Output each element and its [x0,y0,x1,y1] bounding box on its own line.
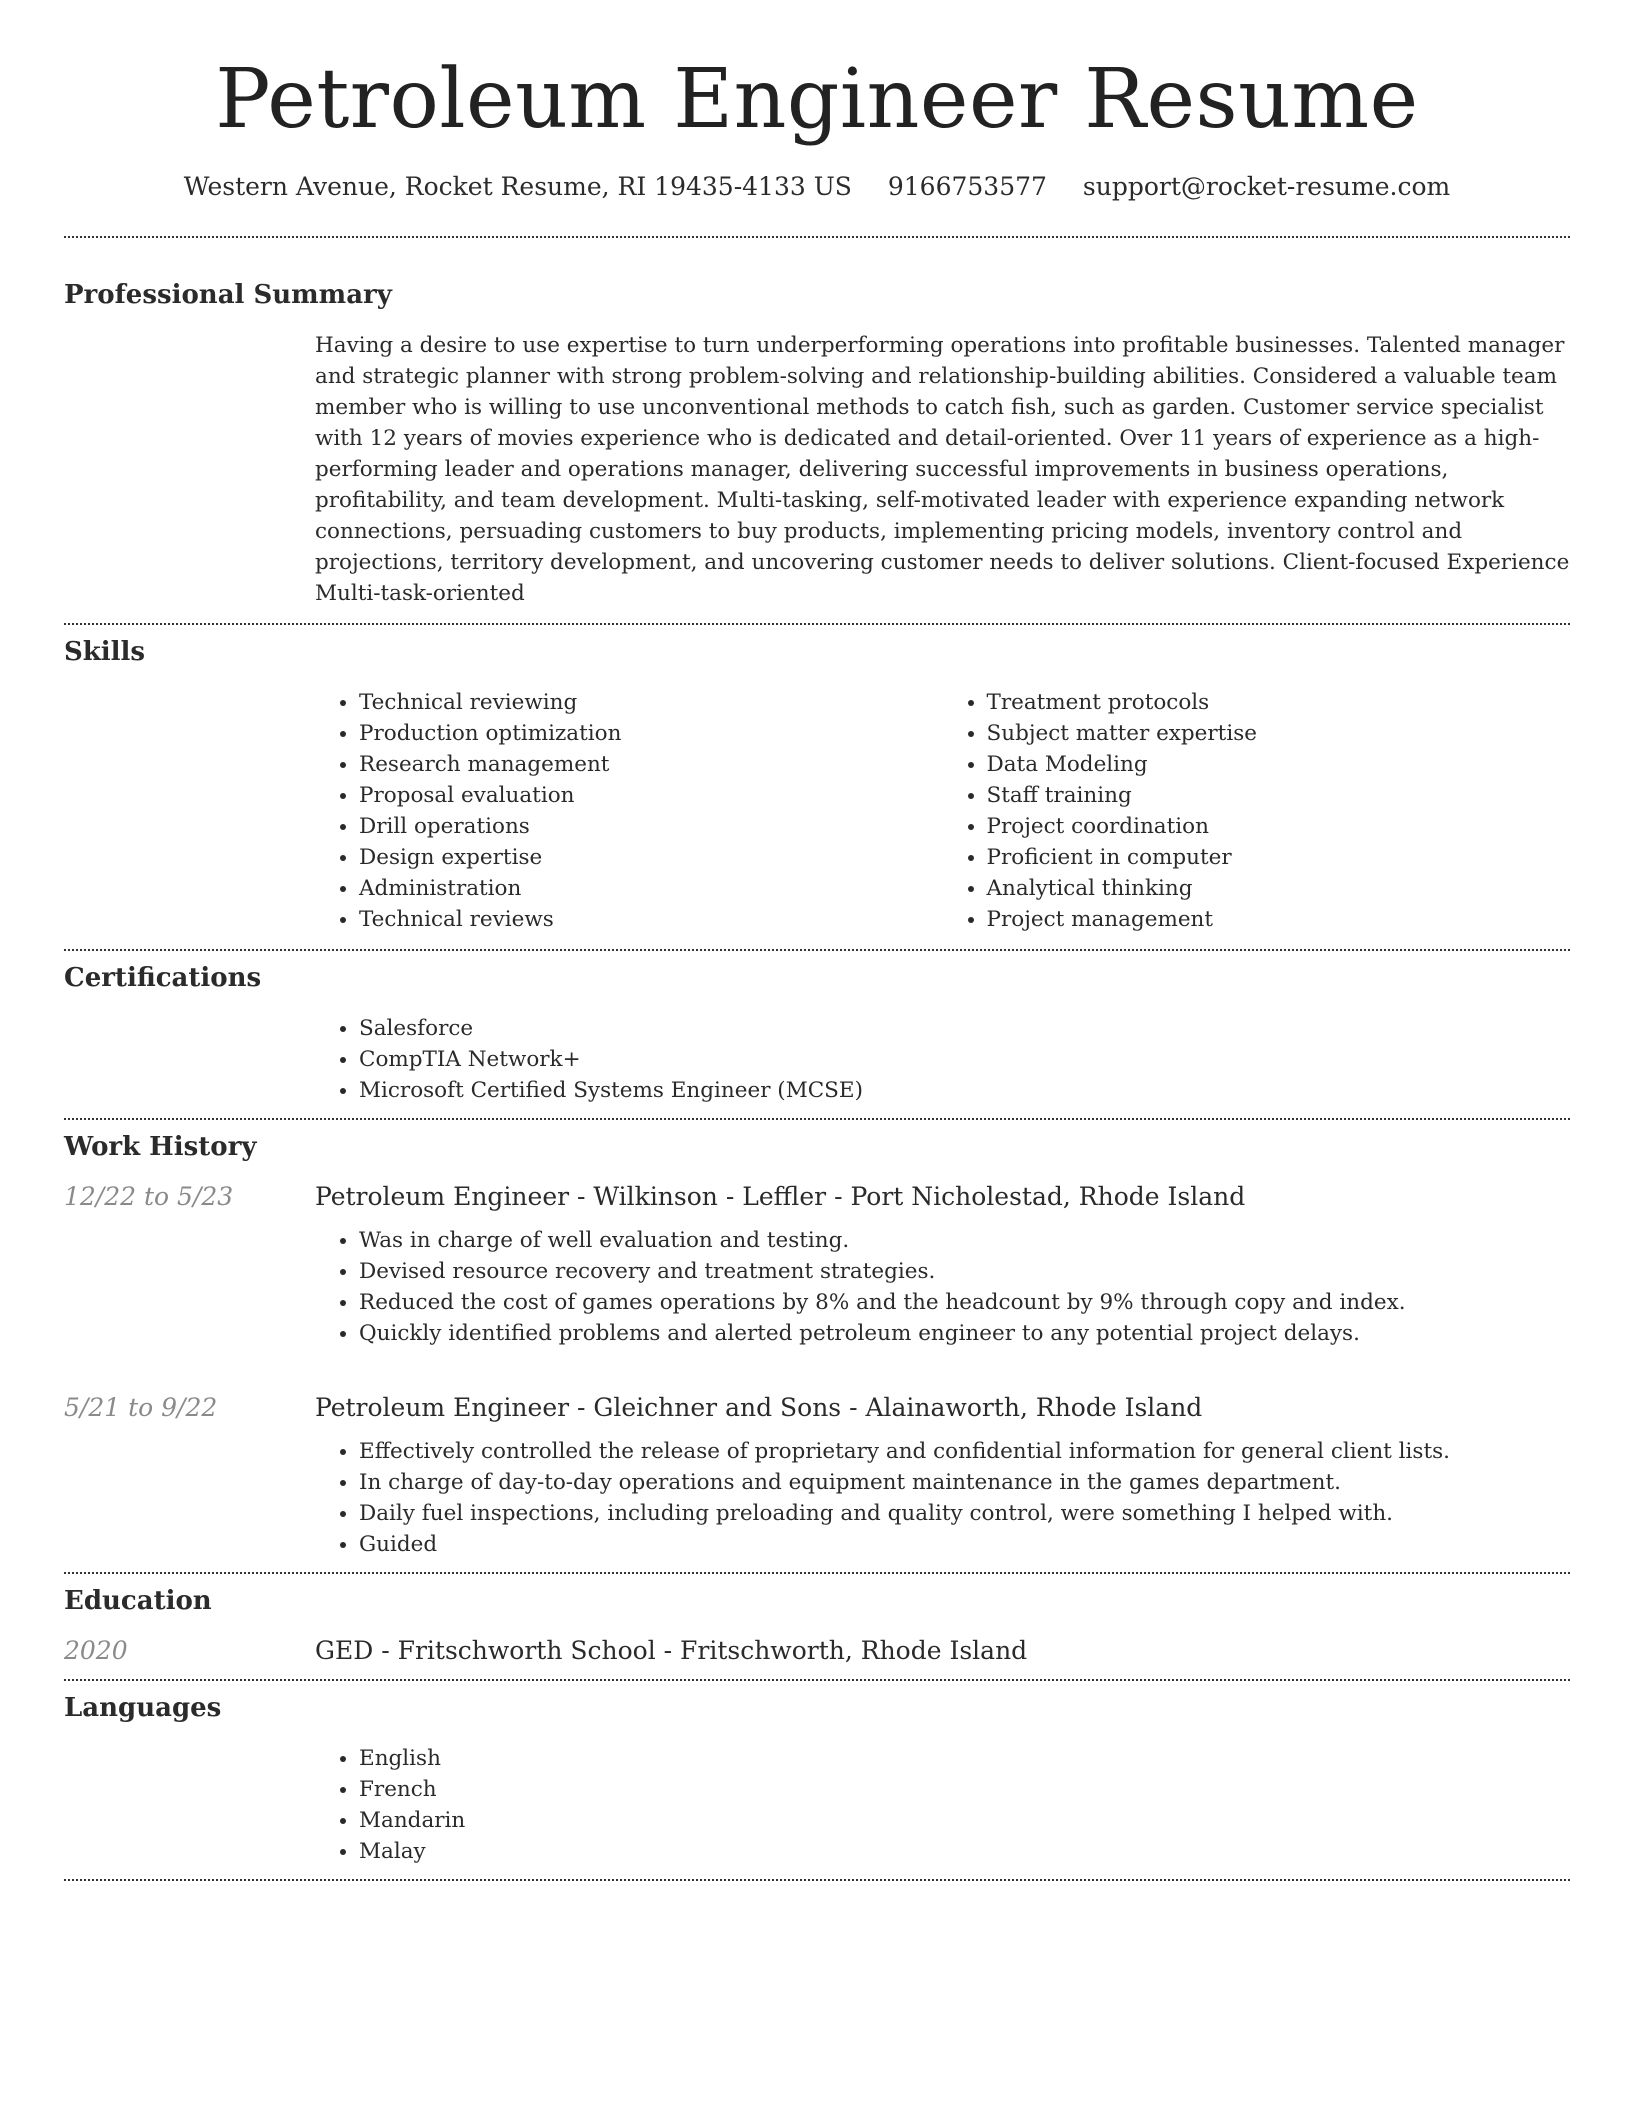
skill-item: • Research management [359,749,943,780]
certifications-content [315,1013,1570,1118]
contact-email: support@rocket-resume.com [1082,172,1451,201]
skill-item: • Proposal evaluation [359,780,943,811]
skill-item: • Project coordination [987,811,1571,842]
certification-item: • CompTIA Network+ [359,1044,1570,1075]
certifications-section [64,951,1570,1118]
skill-item: • Drill operations [359,811,943,842]
summary-text: Having a desire to use expertise to turn underperforming operations into profitable businesses. Talented manager and strategic planner with strong problem-solving and relationship-building abilities. Considered a valuable team member who is willing to use unconventional methods to catch fish, such as garden. Customer service specialist with 12 years of movies experience who is dedicated and detail-oriented. Over 11 years of experience as a high-performing leader and operations manager, delivering successful improvements in business operations, profitability, and team development. Multi-tasking, self-motivated leader with experience expanding network connections, persuading customers to buy products, implementing pricing models, inventory control and projections, territory development, and uncovering customer needs to deliver solutions. Client-focused Experience Multi-task-oriented [315,333,1570,606]
job-bullet: • Devised resource recovery and treatment strategies. [359,1256,1570,1287]
job-bullet: • In charge of day-to-day operations and equipment maintenance in the games department. [359,1467,1570,1498]
contact-address: Western Avenue, Rocket Resume, RI 19435-4133 US [183,172,852,201]
skill-item: • Production optimization [359,718,943,749]
language-item: • Malay [359,1836,1570,1867]
contact-phone: 9166753577 [887,172,1047,201]
language-item: • English [359,1743,1570,1774]
skill-item: • Technical reviewing [359,687,943,718]
skills-list-right [943,687,1571,935]
skill-item: • Staff training [987,780,1571,811]
job-spacer [64,1349,1570,1393]
job-bullet: • Guided [359,1529,1570,1560]
contact-line [64,170,1570,204]
summary-section [64,238,1570,623]
skill-item: • Treatment protocols [987,687,1571,718]
work-history-heading: Work History [64,1132,257,1162]
skill-item: • Proficient in computer [987,842,1571,873]
job-date: 5/21 to 9/22 [64,1393,218,1422]
skill-item: • Technical reviews [359,904,943,935]
work-history-section [64,1120,1570,1572]
skill-item: • Subject matter expertise [987,718,1571,749]
languages-heading: Languages [64,1693,222,1723]
language-item: • French [359,1774,1570,1805]
job-entry [64,1393,1570,1422]
resume-title: Petroleum Engineer Resume [215,52,1419,147]
education-title: GED - Fritschworth School - Fritschworth, Rhode Island [315,1636,1028,1665]
job-title: Petroleum Engineer - Gleichner and Sons - Alainaworth, Rhode Island [315,1393,1203,1422]
skills-list-left [315,687,943,935]
job-title: Petroleum Engineer - Wilkinson - Leffler - Port Nicholestad, Rhode Island [315,1182,1246,1211]
language-item: • Mandarin [359,1805,1570,1836]
job-bullets [315,1436,1570,1572]
skill-item: • Analytical thinking [987,873,1571,904]
job-entry [64,1182,1570,1211]
education-entry [64,1636,1570,1679]
languages-list [315,1743,1570,1867]
skill-item: • Data Modeling [987,749,1571,780]
job-bullet: • Quickly identified problems and alerted petroleum engineer to any potential project delays. [359,1318,1570,1349]
skills-heading: Skills [64,637,146,667]
skill-item: • Administration [359,873,943,904]
job-date: 12/22 to 5/23 [64,1182,234,1211]
job-bullet: • Reduced the cost of games operations by 8% and the headcount by 9% through copy and index. [359,1287,1570,1318]
skills-section [64,625,1570,949]
skills-columns [315,687,1570,949]
job-bullet: • Effectively controlled the release of proprietary and confidential information for general client lists. [359,1436,1570,1467]
languages-section [64,1681,1570,1879]
job-bullet: • Was in charge of well evaluation and testing. [359,1225,1570,1256]
certifications-heading: Certifications [64,963,262,993]
certification-item: • Salesforce [359,1013,1570,1044]
education-heading: Education [64,1586,212,1616]
skill-item: • Design expertise [359,842,943,873]
job-bullet: • Daily fuel inspections, including preloading and quality control, were something I helped with. [359,1498,1570,1529]
job-bullets [315,1225,1570,1349]
summary-heading: Professional Summary [64,280,392,310]
languages-content [315,1743,1570,1879]
education-section [64,1574,1570,1679]
certifications-list [315,1013,1570,1106]
skill-item: • Project management [987,904,1571,935]
education-date: 2020 [64,1636,128,1665]
resume-page [64,0,1570,1881]
certification-item: • Microsoft Certified Systems Engineer (MCSE) [359,1075,1570,1106]
divider [64,1879,1570,1881]
